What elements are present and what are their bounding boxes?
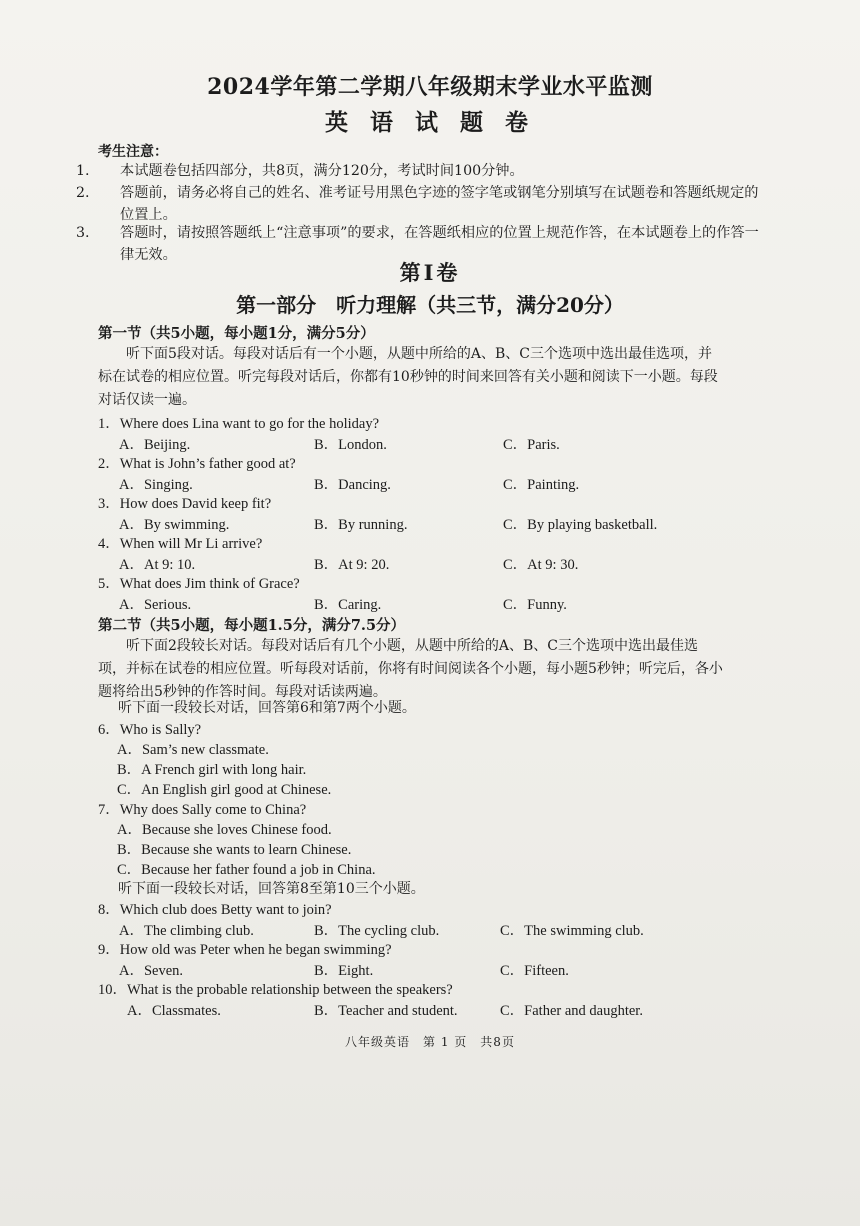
q6-option-b: B．A French girl with long hair. [117, 762, 307, 778]
section1-heading: 第一节（共5小题，每小题1分，满分5分） [98, 325, 375, 342]
q5-option-b: B．Caring. [314, 597, 382, 613]
q7-option-b: B．Because she wants to learn Chinese. [117, 842, 352, 858]
exam-subtitle: 英 语 试 题 卷 [324, 109, 536, 136]
notice-item-1: 1. 本试题卷包括四部分，共8页，满分120分，考试时间100分钟。 [76, 163, 524, 179]
question-6: 6．Who is Sally? [98, 722, 202, 738]
question-8: 8．Which club does Betty want to join? [98, 902, 332, 918]
question-5: 5．What does Jim think of Grace? [98, 576, 300, 592]
section2-lead-1: 听下面一段较长对话，回答第6和第7两个小题。 [118, 700, 416, 716]
q9-option-a: A．Seven. [119, 963, 184, 979]
q2-option-a: A．Singing. [119, 477, 193, 493]
q3-option-b: B．By running. [314, 517, 408, 533]
q3-option-a: A．By swimming. [119, 517, 230, 533]
section2-heading: 第二节（共5小题，每小题1.5分，满分7.5分） [98, 617, 406, 634]
q8-option-a: A．The climbing club. [119, 923, 254, 939]
notice-heading: 考生注意： [98, 144, 168, 160]
exam-title: 2024学年第二学期八年级期末学业水平监测 [207, 74, 653, 100]
q3-option-c: C．By playing basketball. [503, 517, 658, 533]
notice-item-2: 2. 答题前，请务必将自己的姓名、准考证号用黑色字迹的签字笔或钢笔分别填写在试题卷和答题纸规定的位置上。 [76, 185, 759, 223]
question-10: 10．What is the probable relationship between the speakers? [98, 982, 453, 998]
section1-instruction: 听下面5段对话。每段对话后有一个小题，从题中所给的A、B、C三个选项中选出最佳选项，并标在试卷的相应位置。听完每段对话后，你都有10秒钟的时间来回答有关小题和阅读下一小题。每段对话仅读一遍。 [98, 346, 718, 408]
volume-heading: 第Ⅰ卷 [399, 260, 461, 285]
q7-option-a: A．Because she loves Chinese food. [117, 822, 332, 838]
q1-option-b: B．London. [314, 437, 387, 453]
q2-option-c: C．Painting. [503, 477, 580, 493]
question-7: 7．Why does Sally come to China? [98, 802, 307, 818]
question-1: 1．Where does Lina want to go for the holiday? [98, 416, 380, 432]
notice-item-3: 3. 答题时，请按照答题纸上“注意事项”的要求，在答题纸相应的位置上规范作答，在本试题卷上的作答一律无效。 [76, 225, 759, 263]
question-2: 2．What is John’s father good at? [98, 456, 296, 472]
question-4: 4．When will Mr Li arrive? [98, 536, 263, 552]
q10-option-c: C．Father and daughter. [500, 1003, 643, 1019]
section2-instruction: 听下面2段较长对话。每段对话后有几个小题，从题中所给的A、B、C三个选项中选出最佳选项，并标在试卷的相应位置。听每段对话前，你将有时间阅读各个小题，每小题5秒钟；听完后，各小题将给出5秒钟的作答时间。每段对话读两遍。 [98, 638, 723, 700]
q4-option-c: C．At 9: 30. [503, 557, 579, 573]
q4-option-b: B．At 9: 20. [314, 557, 390, 573]
part-heading: 第一部分 听力理解（共三节，满分20分） [236, 293, 624, 317]
q6-option-c: C．An English girl good at Chinese. [117, 782, 332, 798]
question-9: 9．How old was Peter when he began swimming? [98, 942, 392, 958]
q5-option-c: C．Funny. [503, 597, 567, 613]
q1-option-c: C．Paris. [503, 437, 560, 453]
q9-option-c: C．Fifteen. [500, 963, 569, 979]
section2-lead-2: 听下面一段较长对话，回答第8至第10三个小题。 [118, 881, 425, 897]
q4-option-a: A．At 9: 10. [119, 557, 196, 573]
question-3: 3．How does David keep fit? [98, 496, 272, 512]
page-footer: 八年级英语 第 1 页 共8页 [345, 1035, 515, 1049]
q6-option-a: A．Sam’s new classmate. [117, 742, 269, 758]
q10-option-b: B．Teacher and student. [314, 1003, 458, 1019]
q8-option-b: B．The cycling club. [314, 923, 440, 939]
q10-option-a: A．Classmates. [127, 1003, 221, 1019]
q7-option-c: C．Because her father found a job in China. [117, 862, 376, 878]
q9-option-b: B．Eight. [314, 963, 374, 979]
q8-option-c: C．The swimming club. [500, 923, 644, 939]
q5-option-a: A．Serious. [119, 597, 192, 613]
q1-option-a: A．Beijing. [119, 437, 191, 453]
q2-option-b: B．Dancing. [314, 477, 391, 493]
